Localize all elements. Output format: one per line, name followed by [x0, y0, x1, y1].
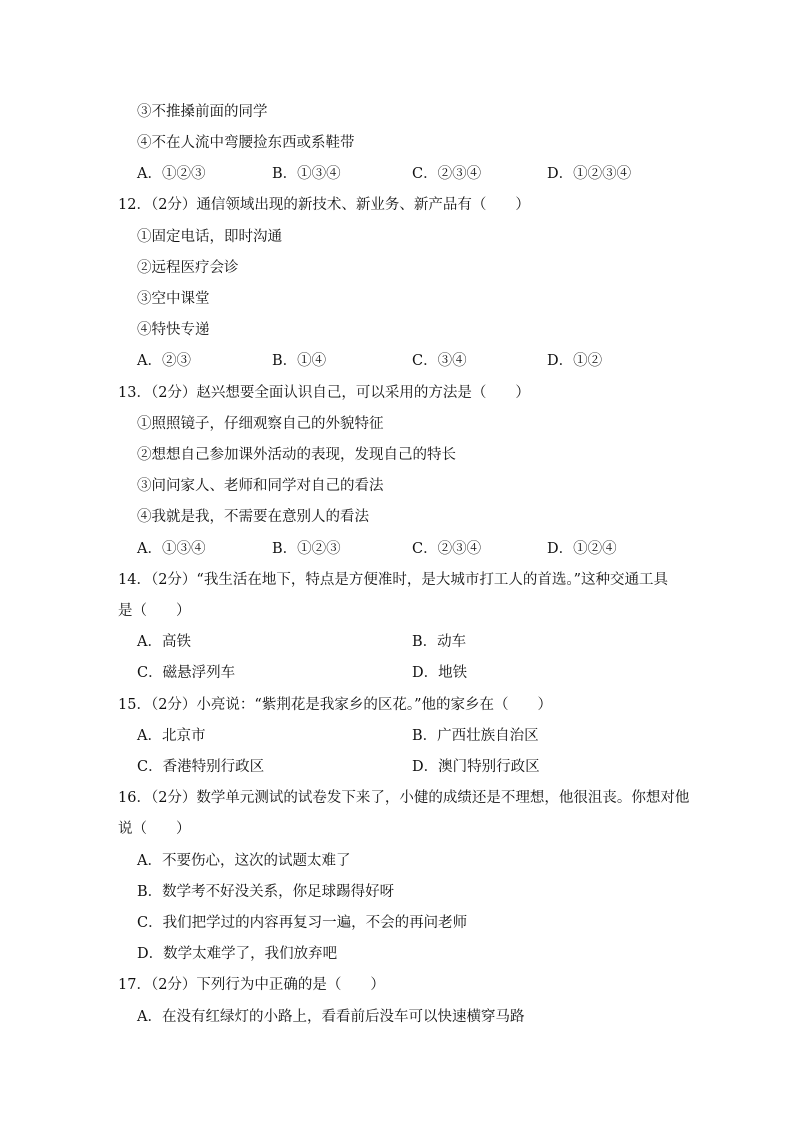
- question-13-option-b: B．①②③: [272, 541, 341, 557]
- question-15-option-b: B．广西壮族自治区: [412, 728, 539, 744]
- question-13-item-2: ②想想自己参加课外活动的表现，发现自己的特长: [137, 447, 456, 463]
- question-12-item-3: ③空中课堂: [137, 291, 210, 307]
- question-16-stem-line-2: 说（ ）: [118, 821, 191, 837]
- question-12-item-2: ②远程医疗会诊: [137, 260, 239, 276]
- question-14-option-d: D．地铁: [412, 665, 468, 681]
- question-12-item-4: ④特快专递: [137, 322, 210, 338]
- question-13-option-a: A．①③④: [137, 541, 206, 557]
- question-12-option-c: C．③④: [412, 353, 467, 369]
- question-12-item-1: ①固定电话，即时沟通: [137, 229, 282, 245]
- question-13-option-c: C．②③④: [412, 541, 482, 557]
- question-16-option-b: B．数学考不好没关系，你足球踢得好呀: [137, 884, 395, 900]
- question-13-option-d: D．①②④: [547, 541, 617, 557]
- question-11-option-b: B．①③④: [272, 166, 341, 182]
- question-11-option-d: D．①②③④: [547, 166, 632, 182]
- question-12-stem: 12．（2分）通信领域出现的新技术、新业务、新产品有（ ）: [118, 197, 530, 213]
- question-17-option-a: A．在没有红绿灯的小路上，看看前后没车可以快速横穿马路: [137, 1009, 525, 1025]
- question-14-stem-line-2: 是（ ）: [118, 603, 191, 619]
- question-17-stem: 17．（2分）下列行为中正确的是（ ）: [118, 977, 385, 993]
- question-11-option-c: C．②③④: [412, 166, 482, 182]
- question-16-option-d: D．数学太难学了，我们放弃吧: [137, 946, 338, 962]
- question-14-option-c: C．磁悬浮列车: [137, 665, 236, 681]
- question-11-item-3: ③不推搡前面的同学: [137, 104, 268, 120]
- question-11-item-4: ④不在人流中弯腰捡东西或系鞋带: [137, 135, 355, 151]
- question-16-stem-line-1: 16．（2分）数学单元测试的试卷发下来了，小健的成绩还是不理想，他很沮丧。你想对他: [118, 790, 690, 806]
- question-14-stem-line-1: 14．（2分）“我生活在地下，特点是方便准时，是大城市打工人的首选。”这种交通工具: [118, 572, 668, 588]
- question-15-option-d: D．澳门特别行政区: [412, 759, 540, 775]
- question-15-option-c: C．香港特别行政区: [137, 759, 265, 775]
- question-16-option-a: A．不要伤心，这次的试题太难了: [137, 853, 351, 869]
- question-13-item-4: ④我就是我，不需要在意别人的看法: [137, 509, 369, 525]
- question-15-option-a: A．北京市: [137, 728, 206, 744]
- question-13-item-1: ①照照镜子，仔细观察自己的外貌特征: [137, 416, 384, 432]
- question-13-stem: 13．（2分）赵兴想要全面认识自己，可以采用的方法是（ ）: [118, 385, 530, 401]
- question-14-option-b: B．动车: [412, 634, 467, 650]
- question-15-stem: 15．（2分）小亮说：“紫荆花是我家乡的区花。”他的家乡在（ ）: [118, 697, 552, 713]
- question-16-option-c: C．我们把学过的内容再复习一遍，不会的再问老师: [137, 915, 468, 931]
- question-11-option-a: A．①②③: [137, 166, 206, 182]
- question-13-item-3: ③问问家人、老师和同学对自己的看法: [137, 478, 384, 494]
- question-12-option-b: B．①④: [272, 353, 327, 369]
- question-12-option-a: A．②③: [137, 353, 191, 369]
- question-12-option-d: D．①②: [547, 353, 603, 369]
- question-14-option-a: A．高铁: [137, 634, 191, 650]
